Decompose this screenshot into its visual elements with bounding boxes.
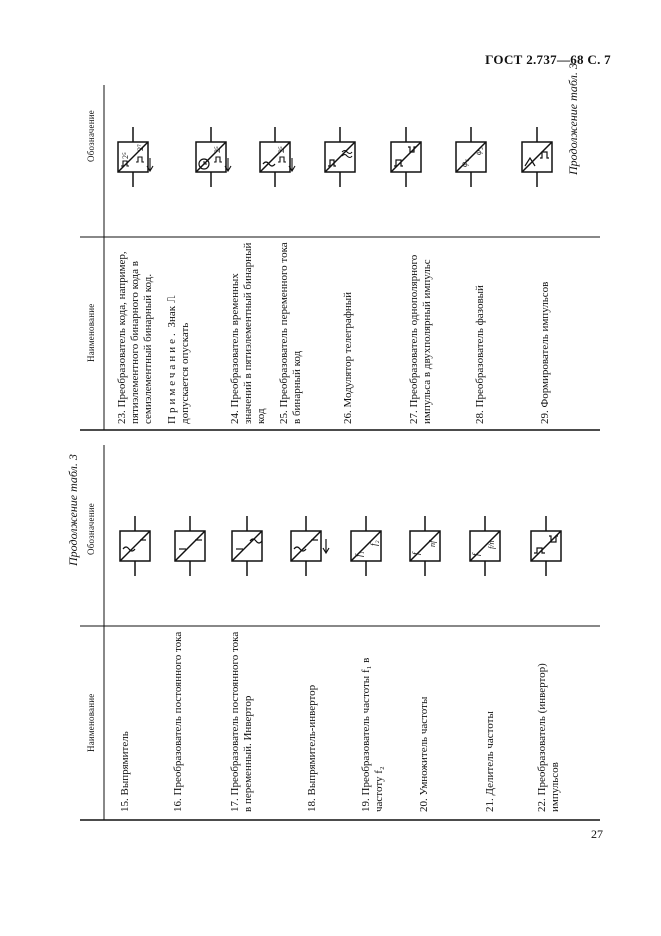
item-29: 29. Формирователь импульсов (539, 281, 551, 424)
item-24: 24. Преобразователь временных значений в пятиэлементный бинарный код (229, 242, 267, 424)
item-19: 19. Преобразователь частоты f₁ в частоту f₂ (360, 657, 385, 812)
phase-converter-symbol (456, 127, 486, 187)
item-23: 23. Преобразователь кода, например, пятиэлементного бинарного кода в семиэлементный бинарный код. (116, 251, 154, 424)
item-21: 21. Делитель частоты (484, 711, 496, 812)
item-25: 25. Преобразователь переменного тока в бинарный код (278, 242, 303, 424)
symbol-label-2-5: 2⁵ (121, 152, 130, 159)
right-col-symbol-header: Обозначение (86, 110, 96, 162)
item-26: 26. Модулятор телеграфный (342, 291, 354, 424)
left-continuation-label: Продолжение табл. 3 (66, 454, 80, 566)
telegraph-modulator-symbol (325, 127, 355, 187)
symbol-label-phi2: φ₂ (473, 146, 483, 155)
rectifier-symbol (120, 516, 150, 576)
rectifier-inverter-symbol (291, 516, 329, 576)
symbol-label-f-div-n: f/n (487, 540, 496, 549)
symbol-label-f-in: f (471, 553, 481, 556)
right-continuation-label: Продолжение табл. 3 (566, 63, 580, 175)
time-to-code-converter-symbol (196, 127, 231, 187)
symbol-label-f: f (411, 552, 421, 555)
item-20: 20. Умножитель частоты (418, 696, 430, 812)
item-27: 27. Преобразователь однополярного импульса в двухполярный импульс (408, 254, 433, 424)
symbol-label-f1: f₁ (354, 551, 364, 557)
inverter-symbol (232, 516, 262, 576)
document-header: ГОСТ 2.737—68 С. 7 (485, 52, 611, 67)
ac-to-code-converter-symbol (260, 127, 295, 187)
frequency-multiplier-symbol (410, 516, 440, 576)
right-col-name-header: Наименование (86, 303, 96, 362)
item-16: 16. Преобразователь постоянного тока (172, 631, 184, 812)
item-28: 28. Преобразователь фазовый (474, 285, 486, 424)
item-22: 22. Преобразователь (инвертор) импульсов (536, 663, 561, 812)
note-label: Примечание. (166, 330, 178, 424)
item-18: 18. Выпрямитель-инвертор (306, 684, 318, 812)
item-23-note: Примечание. Знак ⎍ допускается опускать (166, 295, 191, 424)
symbol-label-2-5-time: 2⁵ (213, 146, 222, 153)
symbol-label-phi1: φ₁ (459, 158, 469, 167)
code-converter-symbol (118, 127, 153, 187)
page-number: 27 (591, 827, 603, 841)
dc-converter-symbol (175, 516, 205, 576)
frequency-divider-symbol (470, 516, 500, 576)
symbol-label-f2: f₂ (369, 540, 379, 546)
symbol-label-2-5-ac: 2⁵ (277, 146, 286, 153)
pulse-inverter-symbol (531, 516, 561, 576)
pulse-former-symbol (522, 127, 552, 187)
symbol-label-2-7: 2⁷ (136, 144, 145, 151)
left-col-symbol-header: Обозначение (86, 503, 96, 555)
left-col-name-header: Наименование (86, 693, 96, 752)
unipolar-to-bipolar-converter-symbol (391, 127, 421, 187)
item-17: 17. Преобразователь постоянного тока в переменный. Инвертор (229, 631, 254, 812)
item-15: 15. Выпрямитель (119, 731, 131, 812)
frequency-converter-symbol (351, 516, 381, 576)
symbol-label-nf: nf (428, 540, 437, 547)
